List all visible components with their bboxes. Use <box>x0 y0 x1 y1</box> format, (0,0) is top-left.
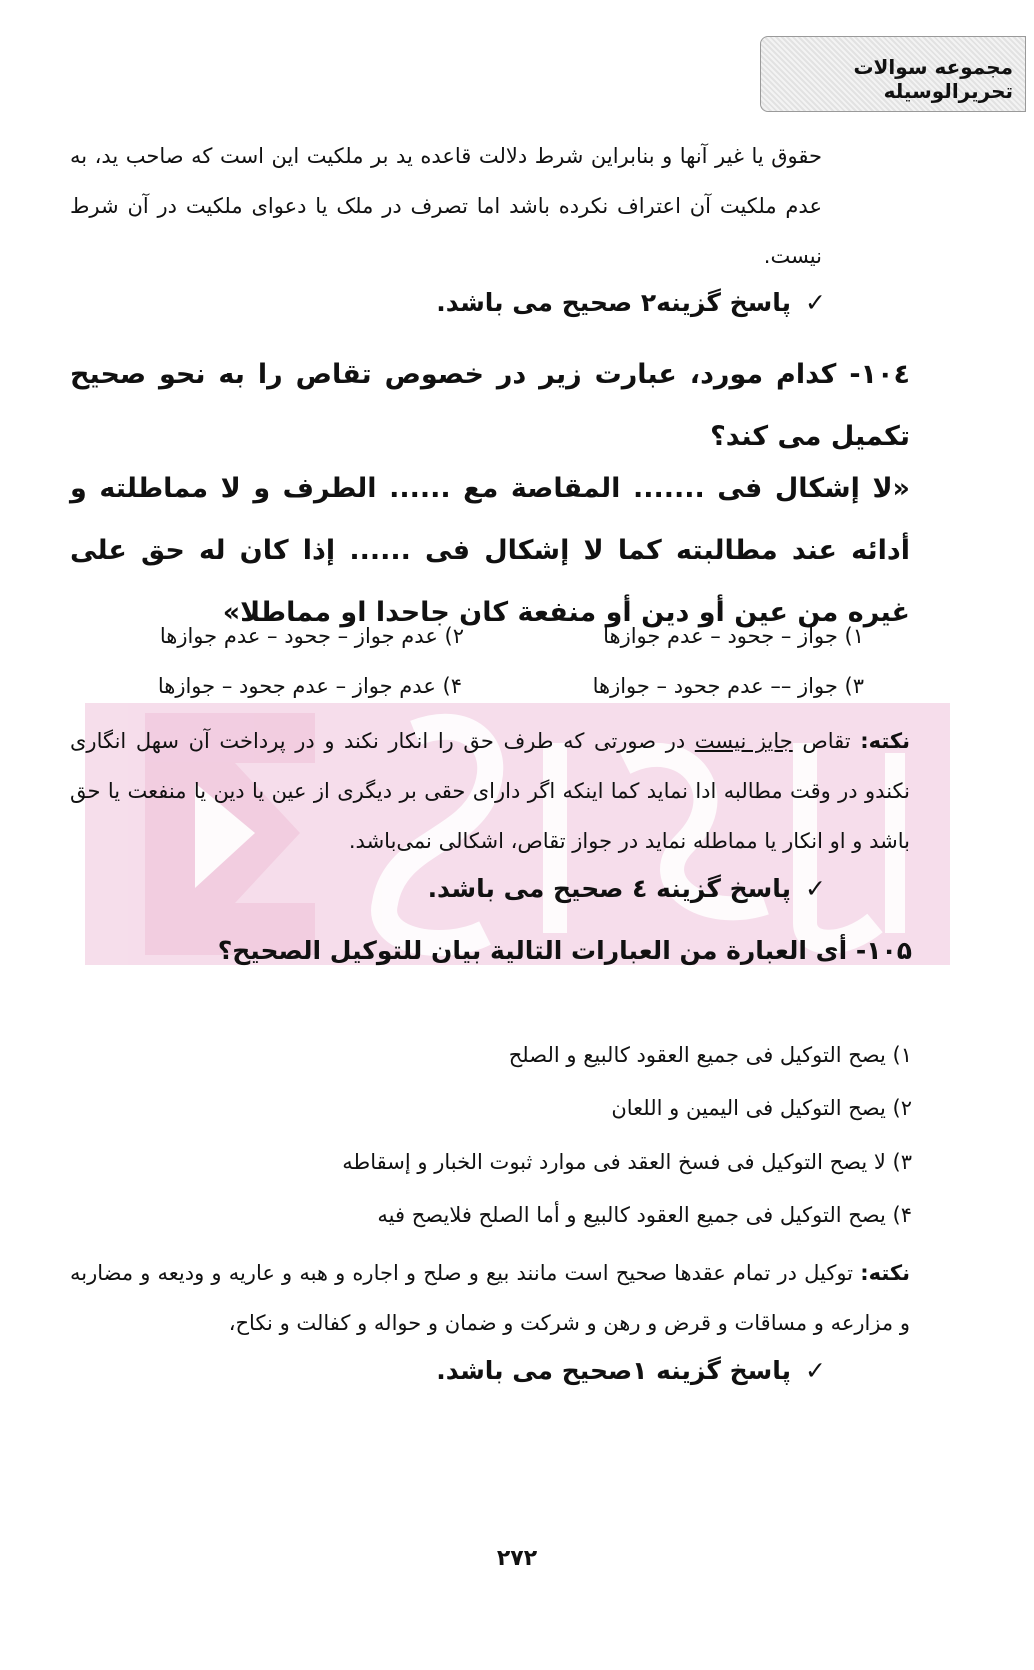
q105-option-2: ۲) یصح التوکیل فی الیمین و اللعان <box>611 1096 912 1120</box>
q104-option-2: ۲) عدم جواز – جحود – عدم جوازها <box>159 624 464 648</box>
check-icon: ✓ <box>805 1356 826 1385</box>
check-icon: ✓ <box>805 288 826 317</box>
page-number: ۲۷۲ <box>496 1546 538 1571</box>
question-105: ۱۰۵- أی العبارة من العبارات التالیة بیان للتوکیل الصحیح؟ <box>217 936 912 965</box>
answer-previous <box>436 288 826 317</box>
question-104-quote: «لا إشکال فی ....... المقاصة مع ...... الطرف و لا مماطلته و أدائه عند مطالبته کما لا إشکال فی ...... إذا کان له حق علی غیره من عین أو دین أو منفعة کان جاحدا او مماطلا» <box>70 473 910 628</box>
note-label: نکته: <box>860 1261 910 1285</box>
q105-option-1: ۱) یصح التوکیل فی جمیع العقود کالبیع و الصلح <box>508 1043 912 1067</box>
q104-answer <box>428 874 826 903</box>
q104-option-4: ۴) عدم جواز – عدم جحود – جوازها <box>157 674 462 698</box>
check-icon: ✓ <box>805 874 826 903</box>
book-title: مجموعه سوالات تحریرالوسیله <box>853 55 1013 103</box>
answer-text: پاسخ گزینه۲ صحیح می باشد. <box>436 288 792 317</box>
note-rest: در صورتی که طرف حق را انکار نکند و در پرداخت آن سهل انگاری نکندو در وقت مطالبه ادا نماید کما اینکه اگر دارای حقی بر دیگری از عین یا دین یا منفعت یا حق باشد و او انکار یا مماطله نماید در جواز تقاص، اشکالی نمی‌باشد. <box>70 729 910 853</box>
q104-option-3: ۳) جواز –– عدم جحود – جوازها <box>592 674 864 698</box>
q104-note <box>70 716 910 866</box>
note-text: توکیل در تمام عقدها صحیح است مانند بیع و صلح و اجاره و هبه و عاریه و ودیعه و مضاربه و مزارعه و مساقات و قرض و رهن و شرکت و ضمان و حواله و کفالت و نکاح، <box>70 1261 910 1335</box>
answer-text: پاسخ گزینه ۱صحیح می باشد. <box>436 1356 792 1385</box>
question-104: ۱۰٤- کدام مورد، عبارت زیر در خصوص تقاص را به نحو صحیح تکمیل می کند؟ <box>70 359 910 452</box>
note-word: تقاص <box>802 729 851 753</box>
q105-answer <box>436 1356 826 1385</box>
q105-note <box>70 1248 910 1348</box>
top-paragraph: حقوق یا غیر آنها و بنابراین شرط دلالت قاعده ید بر ملکیت این است که صاحب ید، به عدم ملکیت آن اعتراف نکرده باشد اما تصرف در ملک یا دعوای ملکیت در آن شرط نیست. <box>70 144 822 268</box>
q104-option-1: ۱) جواز – جحود – عدم جوازها <box>603 624 864 648</box>
note-label: نکته: <box>860 729 910 753</box>
note-underlined: جایز نیست <box>694 729 793 753</box>
q105-option-4: ۴) یصح التوکیل فی جمیع العقود کالبیع و أما الصلح فلایصح فیه <box>377 1203 912 1227</box>
q105-option-3: ۳) لا یصح التوکیل فی فسخ العقد فی موارد ثبوت الخبار و إسقاطه <box>342 1150 912 1174</box>
answer-text: پاسخ گزینه ٤ صحیح می باشد. <box>427 874 792 903</box>
